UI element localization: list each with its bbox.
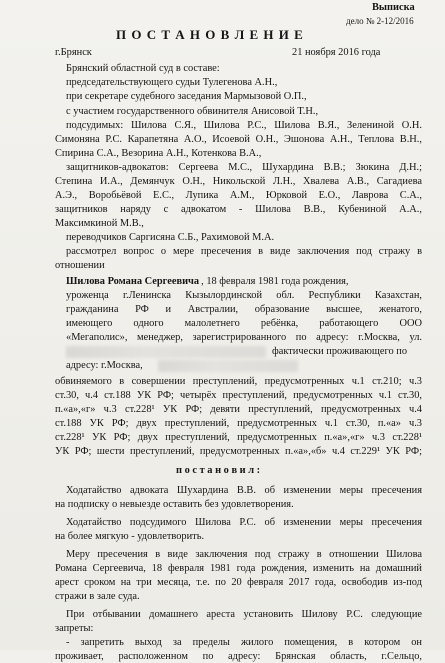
charges-line: ст.30, ч.4 ст.188 УК РФ; четырёх преступлений, предусмотренных ч.1 ст.30, bbox=[55, 390, 422, 401]
defendants-line: подсудимых: Шилова С.Я., Шилова Р.С., Шилова В.Я., Зелениной О.Н. bbox=[66, 120, 422, 131]
person-birth: , 18 февраля 1981 года рождения, bbox=[201, 276, 349, 287]
lawyers-line: Максимкиной М.В., bbox=[55, 218, 144, 229]
defendants-line: Спирина С.А., Везорина А.Н., Котенкова В.А., bbox=[55, 148, 262, 159]
lawyers-line: Степина И.А., Демянчук О.Н., Никольской Л.Н., Хвалева А.В., Сагадиева bbox=[55, 176, 422, 187]
person-line: уроженца г.Ленинска Кызылординской обл. Республики Казахстан, bbox=[66, 290, 422, 301]
person-line: гражданина РФ и Австралии, образование высшее, женатого, bbox=[66, 304, 422, 315]
person-name: Шилова Романа Сергеевича bbox=[66, 276, 200, 287]
person-first-line bbox=[66, 276, 422, 288]
translators-line: переводчиков Саргисяна С.Б., Рахимовой М.А. bbox=[66, 232, 275, 243]
intro-line: председательствующего судьи Тулегенова А.Н., bbox=[66, 77, 278, 88]
lawyers-line: защитников-адвокатов: Сергеева М.С., Шухардина В.В.; Зюкина Д.Н.; bbox=[66, 162, 422, 173]
ruling-line: Романа Сергеевича, 18 февраля 1981 года рождения, изменить на домашний bbox=[55, 563, 422, 574]
charges-line: обвиняемого в совершении преступлений, предусмотренных ч.1 ст.210; ч.3 bbox=[55, 376, 422, 387]
ruling-line: запреты: bbox=[55, 623, 94, 634]
case-number: дело № 2-12/2016 bbox=[346, 16, 414, 26]
lawyers-line: защитников наряду с адвокатом - Шилова В.В., Кубениной А.А., bbox=[55, 204, 422, 215]
person-line: «Мегаполис», менеджер, зарегистрированного по адресу: г.Москва, ул. bbox=[66, 332, 422, 343]
extract-label: Выписка bbox=[372, 2, 415, 13]
ruling-line: на подписку о невыезде оставить без удовлетворения. bbox=[55, 499, 294, 510]
ruling-line: Ходатайство адвоката Шухардина В.В. об изменении меры пресечения bbox=[66, 485, 422, 496]
ruling-line: на более мягкую - удовлетворить. bbox=[55, 531, 205, 542]
lawyers-line: А.Э., Воробьёвой Е.С., Лупика А.М., Юрковой Е.О., Лаврова С.А., bbox=[55, 190, 422, 201]
city: г.Брянск bbox=[55, 47, 92, 58]
redacted-address bbox=[158, 360, 298, 372]
considered-line: рассмотрел вопрос о мере пресечения в виде заключения под стражу в bbox=[66, 246, 422, 257]
document-title: П О С Т А Н О В Л Е Н И Е bbox=[116, 27, 304, 42]
redacted-address bbox=[66, 346, 266, 358]
defendants-line: Симоняна Р.С. Карапетяна А.О., Исоевой О.Н., Эшонова А.Н., Теплова В.Н., bbox=[55, 134, 422, 145]
person-line: имеющего одного малолетнего ребёнка, работающего ООО bbox=[66, 318, 422, 329]
document-date: 21 ноября 2016 года bbox=[292, 47, 381, 58]
ruling-heading: п о с т а н о в и л : bbox=[176, 465, 261, 476]
intro-line: Брянский областной суд в составе: bbox=[66, 63, 220, 74]
person-line: фактически проживающего по bbox=[272, 346, 408, 357]
ruling-line: стражи в зале суда. bbox=[55, 591, 140, 602]
ruling-line: Ходатайство подсудимого Шилова Р.С. об изменении меры пресечения bbox=[66, 517, 422, 528]
charges-line: УК РФ; шести преступлений, предусмотренных п.«а»,«б» ч.4 ст.229¹ УК РФ; bbox=[55, 446, 422, 457]
charges-line: п.«а»,«г» ч.3 ст.228¹ УК РФ; девяти преступлений, предусмотренных ч.4 bbox=[55, 404, 422, 415]
charges-line: ст.228¹ УК РФ; двух преступлений, предусмотренных п.«а»,«г» ч.3 ст.228¹ bbox=[55, 432, 422, 443]
considered-line: отношении bbox=[55, 260, 105, 271]
charges-line: ст.188 УК РФ; двух преступлений, предусмотренных ч.1 ст.30, п.«а» ч.3 bbox=[55, 418, 422, 429]
ruling-line: проживает, расположенном по адресу: Брянская область, г.Сельцо, bbox=[55, 651, 422, 662]
person-line: адресу: г.Москва, bbox=[66, 360, 143, 371]
ruling-line: арест сроком на три месяца, т.е. по 20 февраля 2017 года, освободив из-под bbox=[55, 577, 422, 588]
ruling-line: Меру пресечения в виде заключения под стражу в отношении Шилова bbox=[66, 549, 422, 560]
ruling-line: - запретить выход за пределы жилого помещения, в котором он bbox=[66, 637, 422, 648]
intro-line: с участием государственного обвинителя Анисовой Т.Н., bbox=[66, 106, 319, 117]
ruling-line: При отбывании домашнего ареста установить Шилову Р.С. следующие bbox=[66, 609, 422, 620]
intro-line: при секретаре судебного заседания Мармызовой О.П., bbox=[66, 91, 307, 102]
